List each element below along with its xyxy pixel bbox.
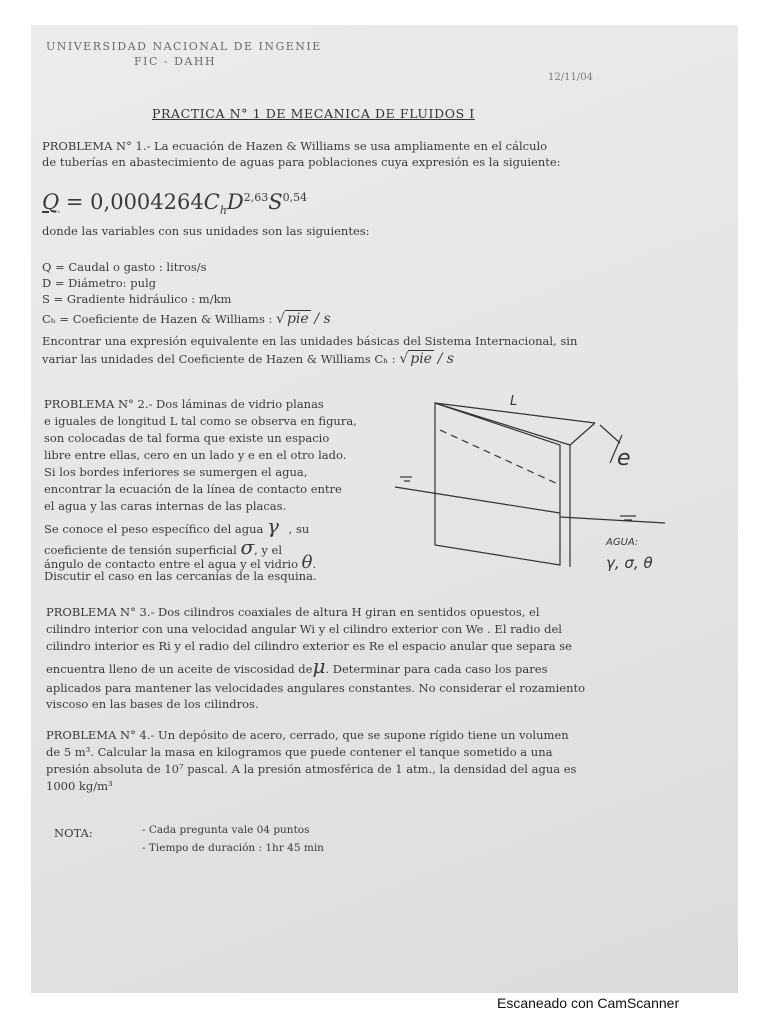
problem1-task-line1: Encontrar una expresión equivalente en las unidades básicas del Sistema Internacional, sin	[42, 334, 578, 348]
unit-sqrt-pie-2: pie	[410, 351, 432, 367]
problem1-task-text: variar las unidades del Coeficiente de Hazen & Williams Cₕ :	[42, 352, 396, 366]
problem2-line8-text: Se conoce el peso específico del agua	[44, 522, 264, 536]
variable-d: D = Diámetro: pulg	[42, 276, 157, 290]
problem3-line4-text: encuentra lleno de un aceite de viscosidad de	[46, 662, 313, 676]
problem2-line5: Si los bordes inferiores se sumergen el agua,	[44, 465, 308, 479]
glass-plates-figure	[380, 385, 680, 585]
problem2-line2: e iguales de longitud L tal como se observa en figura,	[44, 414, 357, 428]
faculty-name: FIC - DAHH	[134, 55, 217, 68]
problem2-line10-end: .	[312, 557, 317, 571]
problem4-line4: 1000 kg/m³	[46, 779, 113, 793]
back-plate-outline	[435, 403, 570, 567]
front-plate-outline	[435, 403, 560, 565]
problem2-line6: encontrar la ecuación de la línea de contacto entre	[44, 482, 342, 496]
formula-q: Q	[42, 190, 60, 214]
gap-dimension-line	[600, 425, 620, 443]
formula-s-exponent: 0,54	[282, 191, 308, 204]
unit-sqrt-pie: pie	[286, 311, 309, 327]
theta-symbol: θ	[301, 552, 313, 573]
contact-line	[440, 430, 560, 485]
problem3-line4-end: . Determinar para cada caso los pares	[325, 662, 548, 676]
problem3-line6: viscoso en las bases de los cilindros.	[46, 697, 259, 711]
problem2-line9-end: , y el	[254, 543, 283, 557]
university-name: UNIVERSIDAD NACIONAL DE INGENIE	[46, 40, 322, 53]
problem3-line5: aplicados para mantener las velocidades angulares constantes. No considerar el rozamiento	[46, 681, 586, 695]
problem2-line4: libre entre ellas, cero en un lado y e en el otro lado.	[44, 448, 347, 462]
problem4-line2: de 5 m³. Calcular la masa en kilogramos que puede contener el tanque sometido a una	[46, 745, 553, 759]
hazen-williams-formula	[42, 190, 307, 217]
formula-coefficient: = 0,0004264	[65, 190, 204, 214]
problem3-line2: cilindro interior con una velocidad angular Wi y el cilindro exterior con We . El radio del	[46, 622, 562, 636]
sqrt-symbol-icon: √	[276, 311, 285, 327]
formula-d: D	[226, 190, 244, 214]
problem2-line10-text: ángulo de contacto entre el agua y el vidrio	[44, 557, 298, 571]
formula-d-exponent: 2,63	[243, 191, 269, 204]
water-surface-left	[395, 487, 560, 513]
gamma-symbol: γ	[267, 514, 279, 538]
length-label: L	[510, 394, 518, 409]
unit-per-second: / s	[314, 311, 331, 327]
problem2-line7: el agua y las caras internas de las placas.	[44, 499, 287, 513]
water-surface-right	[560, 517, 665, 523]
water-label: AGUA:	[606, 537, 639, 548]
exam-date: 12/11/04	[548, 72, 593, 83]
formula-s: S	[268, 190, 283, 214]
problem2-line9-text: coeficiente de tensión superficial	[44, 543, 237, 557]
problem1-intro-line1: PROBLEMA N° 1.- La ecuación de Hazen & Williams se usa ampliamente en el cálculo	[42, 139, 548, 153]
problem2-line8-end: , su	[288, 522, 310, 536]
problem4-line1: PROBLEMA N° 4.- Un depósito de acero, cerrado, que se supone rígido tiene un volumen	[46, 728, 569, 742]
variable-q: Q = Caudal o gasto : litros/s	[42, 260, 207, 274]
problem2-line1: PROBLEMA N° 2.- Dos láminas de vidrio planas	[44, 397, 324, 411]
formula-c-sub: h	[219, 204, 227, 218]
problem1-intro-line2: de tuberías en abastecimiento de aguas para poblaciones cuya expresión es la siguiente:	[42, 155, 561, 169]
formula-c: C	[203, 190, 220, 214]
unit-per-second-2: / s	[437, 351, 454, 367]
problem2-line3: son colocadas de tal forma que existe un espacio	[44, 431, 330, 445]
nota-item-2: - Tiempo de duración : 1hr 45 min	[142, 842, 324, 854]
page-title: PRACTICA N° 1 DE MECANICA DE FLUIDOS I	[152, 106, 475, 121]
nota-label: NOTA:	[54, 826, 93, 840]
variables-intro: donde las variables con sus unidades son las siguientes:	[42, 224, 370, 238]
variable-c: Cₕ = Coeficiente de Hazen & Williams :	[42, 312, 273, 326]
problem1-task-line2	[42, 350, 454, 367]
scanner-watermark: Escaneado con CamScanner	[497, 995, 680, 1011]
variable-s: S = Gradiente hidráulico : m/km	[42, 292, 232, 306]
problem3-line3: cilindro interior es Ri y el radio del cilindro exterior es Re el espacio anular que separa se	[46, 639, 572, 653]
variable-c-line	[42, 310, 331, 327]
gap-edge	[570, 423, 595, 445]
problem4-line3: presión absoluta de 10⁷ pascal. A la presión atmosférica de 1 atm., la densidad del agua es	[46, 762, 577, 776]
nota-item-1: - Cada pregunta vale 04 puntos	[142, 824, 310, 836]
sqrt-symbol-icon: √	[399, 351, 409, 367]
problem3-line4	[46, 654, 547, 678]
gap-label: e	[617, 446, 631, 471]
mu-symbol: μ	[312, 654, 326, 678]
water-properties-label: γ, σ, θ	[606, 554, 653, 572]
problem3-line1: PROBLEMA N° 3.- Dos cilindros coaxiales de altura H giran en sentidos opuestos, el	[46, 605, 540, 619]
problem2-line11: Discutir el caso en las cercanías de la esquina.	[44, 569, 317, 583]
sigma-symbol: σ	[240, 535, 255, 559]
